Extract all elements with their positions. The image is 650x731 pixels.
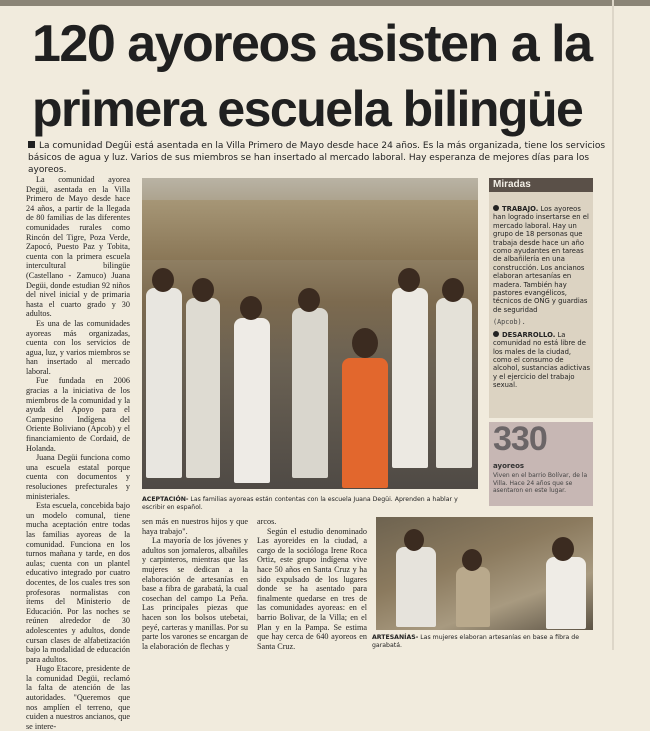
sidebar-label: DESARROLLO.	[502, 330, 556, 339]
paragraph: Hugo Etacore, presidente de la comunidad Degüi, reclamó la falta de atención de las autoridades. "Queremos que nos amplíen el terreno, que cuiden a nuestros ancianos, que se intere-	[26, 664, 130, 731]
caption-text: Las familias ayoreas están contentas con la escuela Juana Degüi. Aprenden a hablar y escribir en español.	[142, 496, 458, 511]
top-rule	[0, 0, 650, 6]
student-figure	[436, 298, 472, 468]
student-head	[192, 278, 214, 302]
article-column-2	[142, 517, 248, 651]
student-head	[442, 278, 464, 302]
student-figure	[392, 288, 428, 468]
photo-caption	[372, 634, 602, 650]
paragraph: La mayoría de los jóvenes y adultos son jornaleros, albañiles y carpinteros, mientras que las mujeres se dedican a la elaboración de artesanías en base a fibra de garabatá, la cual cosechan del campo La Peña. Las principales piezas que hacen son los bolsos utebetai, peyé, carteras y manillas. Por su parte los varones se encargan de la elaboración de flechas y	[142, 536, 248, 651]
sidebar-paragraph	[493, 331, 591, 390]
artisan-head	[552, 537, 574, 561]
student-head	[398, 268, 420, 292]
student-figure	[342, 358, 388, 488]
artisan-head	[462, 549, 482, 571]
artisan-head	[404, 529, 424, 551]
article-column-3	[257, 517, 367, 651]
sidebar-source	[493, 318, 591, 326]
building-backdrop	[142, 200, 478, 260]
deck-text: La comunidad Degüi está asentada en la Villa Primero de Mayo desde hace 24 años. Es la más organizada, tiene los servicios básicos de agua y luz. Varios de sus miembros se han insertado al mercado laboral. Hay esperanza de mejores días para los ayoreos.	[28, 141, 606, 175]
stat-description: Viven en el barrio Bolívar, de la Villa. Hace 24 años que se asentaron en este lugar.	[493, 472, 588, 495]
sidebar-paragraph	[493, 205, 591, 314]
student-figure	[234, 318, 270, 483]
student-head	[240, 296, 262, 320]
headline-line-1: 120 ayoreos asisten a la	[32, 15, 592, 73]
headline-line-2: primera escuela bilingüe	[32, 81, 583, 137]
bullet-icon	[493, 205, 499, 211]
sidebar-label: TRABAJO.	[502, 205, 539, 213]
deck-square-icon	[28, 141, 35, 148]
paragraph: La comunidad ayorea Degüi, asentada en la Villa Primero de Mayo desde hace 24 años, a partir de la llegada de 80 familias de las diferentes comunidades rurales como Rincón del Tigre, Poza Verde, Zapocó, Puesto Paz y Tobita, cuenta con la primera escuela intercultural bilingüe (Castellano - Zamuco) Juana Degüi, donde estudian 92 niños del nivel inicial y de primaria hasta el cuarto grado y 30 adultos.	[26, 175, 130, 319]
article-column-1	[26, 175, 130, 731]
bullet-icon	[493, 331, 499, 337]
deck	[28, 140, 618, 176]
caption-label: ARTESANÍAS-	[372, 634, 419, 641]
stat-label: ayoreos	[493, 462, 525, 470]
paragraph: Fue fundada en 2006 gracias a la iniciativa de los miembros de la comunidad y la ayuda del Apoyo para el Campesino Indígena del Oriente Boliviano (Apcob) y el financiamiento de Cordaid, de Holanda.	[26, 376, 130, 453]
sidebar-body	[493, 205, 591, 394]
artisan-figure	[456, 567, 490, 627]
stat-number: 330	[493, 420, 547, 458]
student-figure	[146, 288, 182, 478]
sidebar-text: Los ayoreos han logrado insertarse en el mercado laboral. Hay un grupo de 18 personas que trabaja desde hace un año como ayudantes en tareas de albañilería en una construcción. Los ancianos elaboran artesanías en madera. También hay pastores evangélicos, técnicos de ONG y guardias de seguridad	[493, 205, 589, 314]
paragraph: Es una de las comunidades ayoreas más organizadas, cuenta con los servicios de agua, luz, y varios miembros se han insertado al mercado laboral.	[26, 318, 130, 376]
photo-artisans	[376, 517, 593, 630]
photo-caption	[142, 496, 482, 512]
artisan-figure	[546, 557, 586, 629]
student-head	[352, 328, 378, 358]
page-edge-divider	[612, 0, 614, 650]
caption-label: ACEPTACIÓN-	[142, 496, 189, 503]
caption-text: Las mujeres elaboran artesanías en base a fibra de garabatá.	[372, 634, 580, 649]
paragraph: Según el estudio denominado Las ayoreides en la ciudad, a cargo de la socióloga Irene Roca Ortiz, este grupo indígena vive hace 50 años en Santa Cruz y ha sido expulsado de los lugares donde se ha asentado para finalmente quedarse en tres de las comunidades ayoreas: en el barrio Bolivar, de la Villa; en el Plan y en la Pampa. Se estima que hay cerca de 640 ayoreos en Santa Cruz.	[257, 526, 367, 651]
paragraph: Juana Degüi funciona como una escuela estatal porque cuenta con documentos y resoluciones prefecturales y ministeriales.	[26, 453, 130, 501]
sidebar-text: La comunidad no está libre de los males de la ciudad, como el consumo de alcohol, sustancias adictivas y el ejercicio del trabajo sexual.	[493, 330, 591, 390]
sidebar-title: Miradas	[489, 178, 593, 192]
student-figure	[292, 308, 328, 478]
student-figure	[186, 298, 220, 478]
paragraph: Esta escuela, concebida bajo un modelo comunal, tiene mucha aceptación entre todas las familias ayoreas de la comunidad. Funciona en los turnos mañana y tarde, en dos aulas; cuenta con un plantel educativo integrado por cuatro docentes, de los cuales tres son profesoras normalistas con ítems del Ministerio de Educación. Por las noches se reúnen alrededor de 30 adolescentes y adultos, donde cursan clases de alfabetización bajo la modalidad de educación para adultos.	[26, 501, 130, 664]
paragraph: arcos.	[257, 517, 277, 526]
photo-students	[142, 178, 478, 489]
student-head	[298, 288, 320, 312]
source-text: (Apcob).	[493, 318, 526, 327]
artisan-figure	[396, 547, 436, 627]
paragraph: sen más en nuestros hijos y que haya trabajo".	[142, 517, 248, 536]
student-head	[152, 268, 174, 292]
